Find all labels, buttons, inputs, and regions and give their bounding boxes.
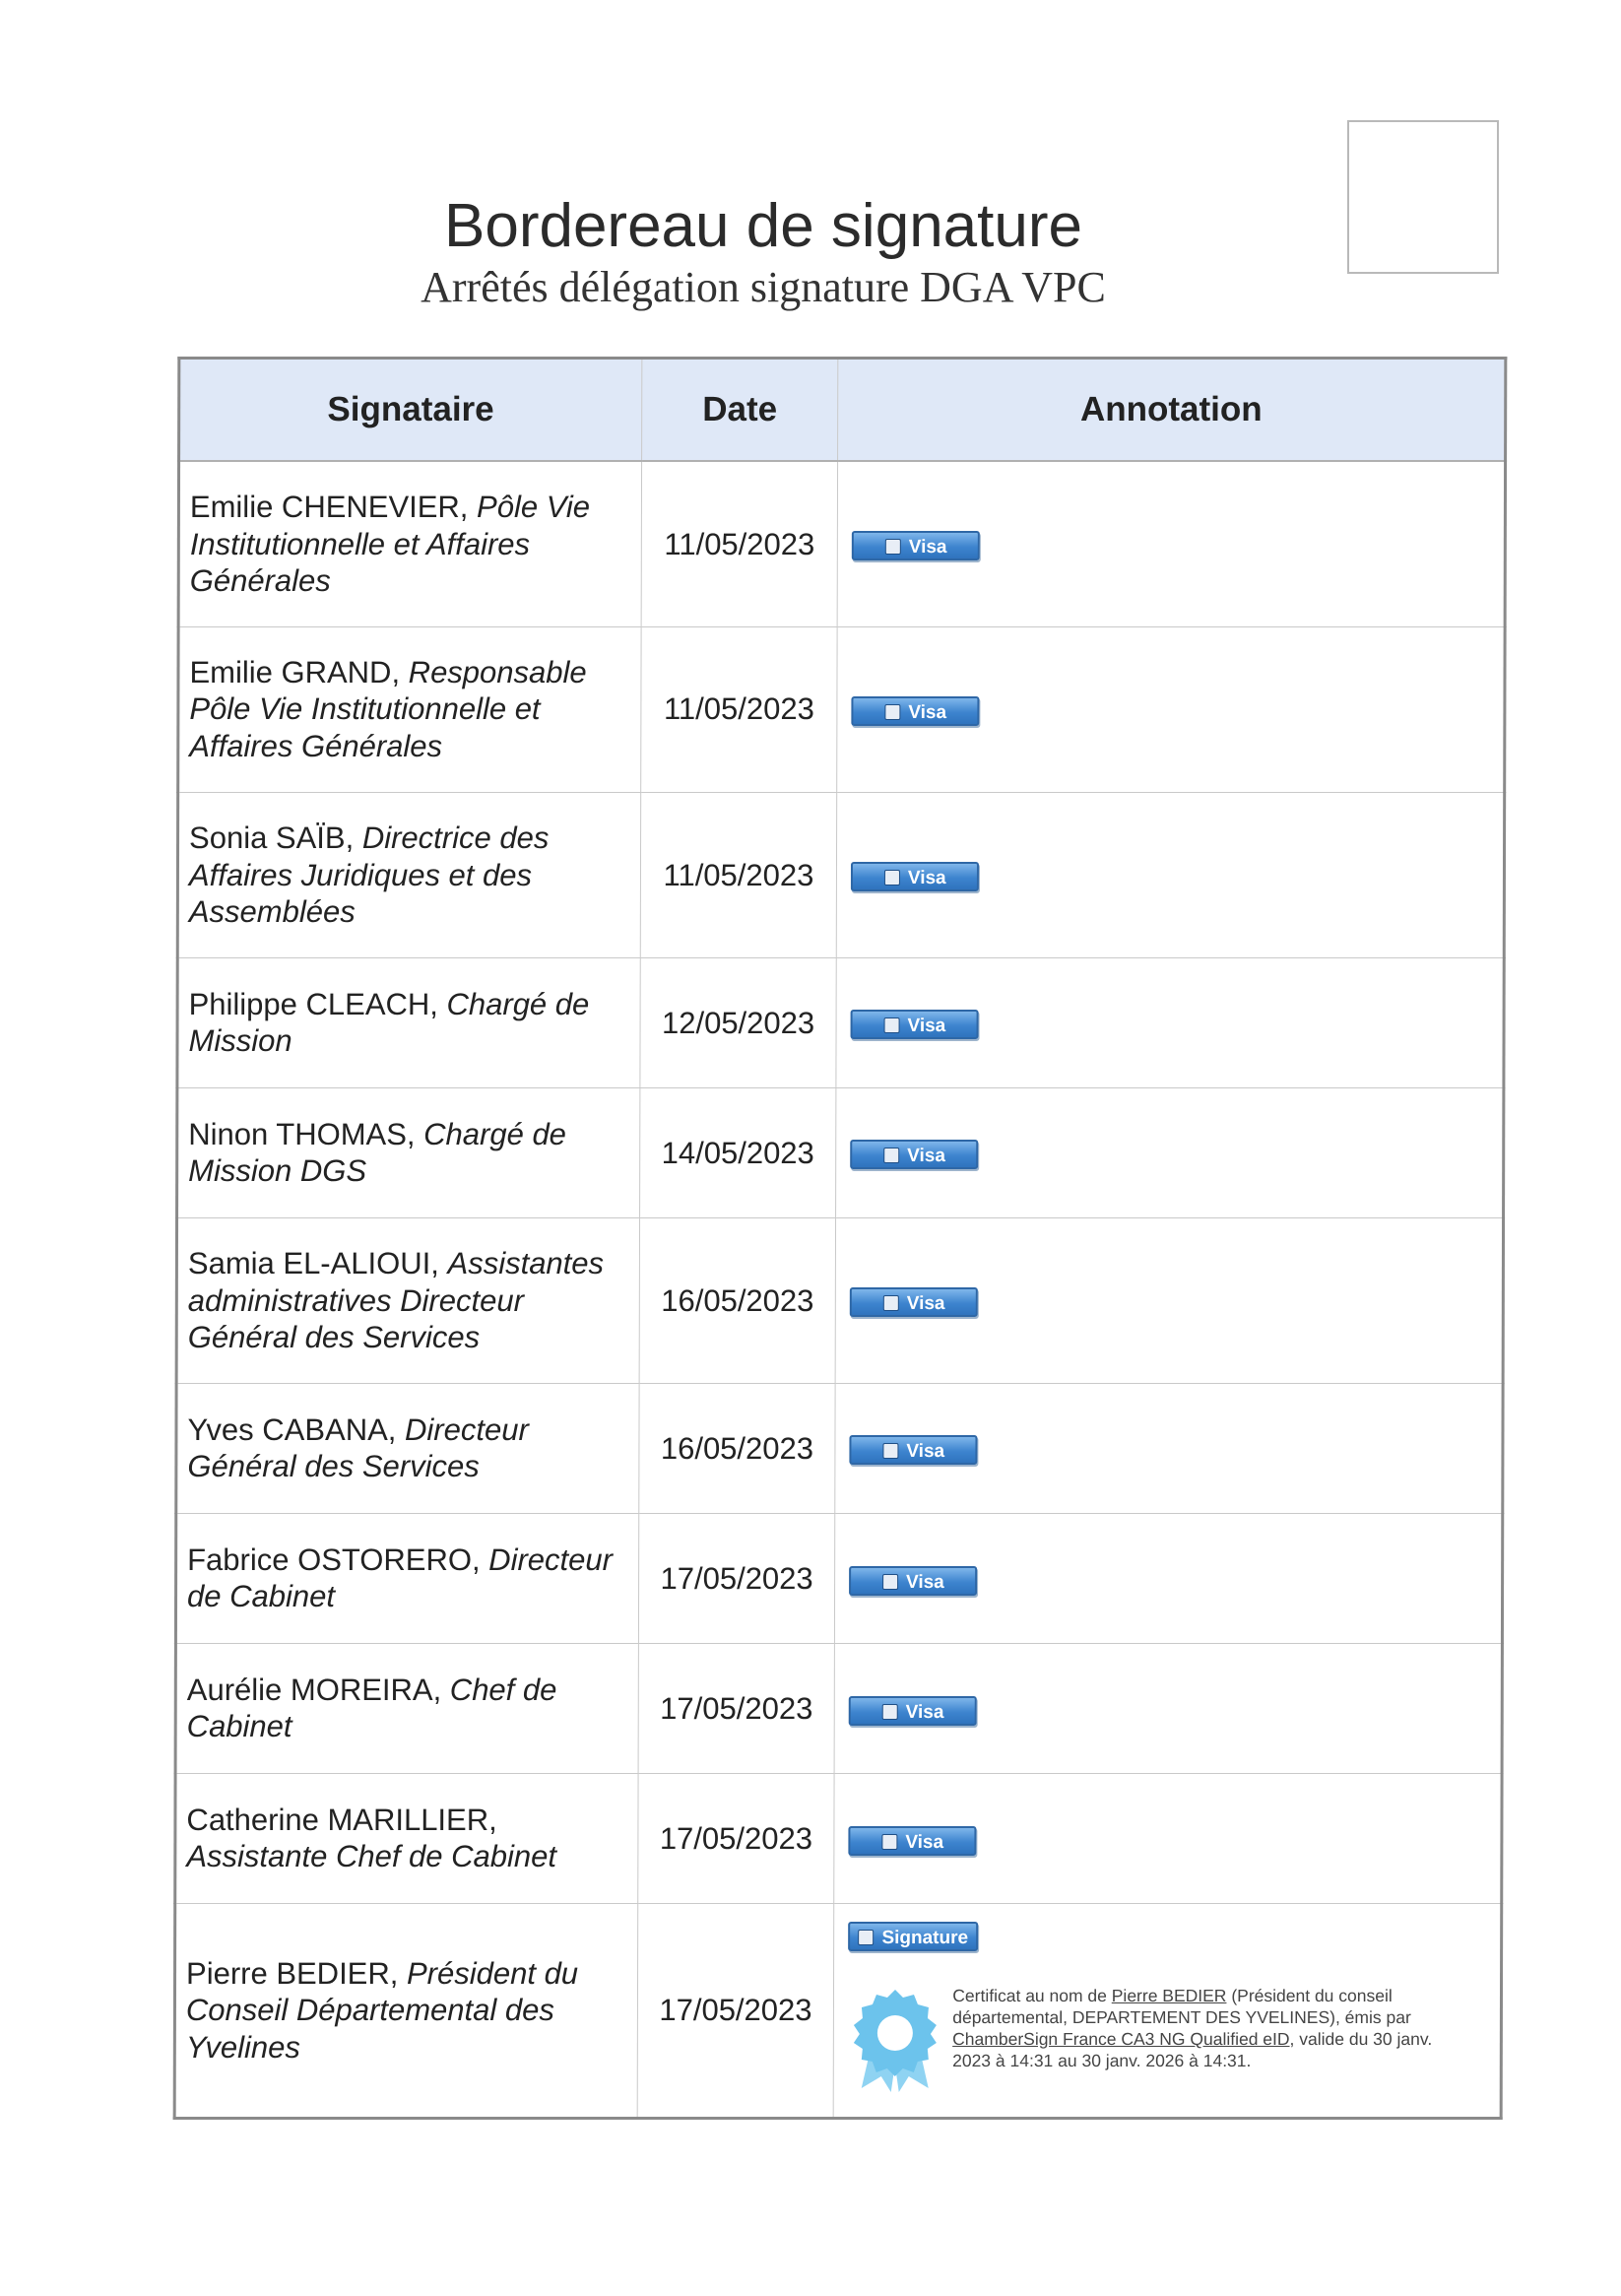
signature-table: [173, 357, 1508, 2120]
stamp-icon: [883, 1148, 899, 1163]
signataire-cell: Emilie CHENEVIER, Pôle Vie Institutionnelle et Affaires Générales: [178, 461, 641, 626]
table-row: [177, 957, 1504, 1087]
date-cell: 16/05/2023: [639, 1217, 836, 1383]
signataire-role: Chargé de Mission DGS: [188, 1117, 567, 1189]
stamp-box: [1347, 120, 1499, 274]
stamp-icon: [881, 1834, 897, 1850]
signataire-role: Chef de Cabinet: [186, 1673, 557, 1744]
visa-button[interactable]: [850, 1435, 978, 1465]
stamp-icon: [885, 539, 901, 555]
visa-button-label: Visa: [908, 702, 947, 724]
signataire-role: Directeur Général des Services: [187, 1412, 529, 1484]
signataire-cell: Ninon THOMAS, Chargé de Mission DGS: [177, 1087, 640, 1217]
signature-button[interactable]: [848, 1922, 978, 1951]
signataire-name: Catherine MARILLIER: [186, 1803, 489, 1838]
stamp-icon: [858, 1930, 874, 1945]
signataire-name: Samia EL-ALIOUI: [187, 1246, 431, 1281]
annotation-cell: [836, 1087, 1504, 1217]
visa-button[interactable]: [849, 1566, 977, 1596]
annotation-cell: [837, 626, 1505, 792]
signataire-cell: Fabrice OSTORERO, Directeur de Cabinet: [175, 1513, 638, 1643]
annotation-cell: [835, 1513, 1503, 1643]
annotation-cell: [837, 461, 1505, 626]
signataire-name: Yves CABANA: [187, 1412, 388, 1448]
annotation-cell: [837, 792, 1505, 957]
signataire-cell: Pierre BEDIER, Président du Conseil Départemental des Yvelines: [174, 1903, 637, 2118]
signataire-cell: Samia EL-ALIOUI, Assistantes administratives Directeur Général des Services: [176, 1217, 639, 1383]
page-subtitle: Arrêtés délégation signature DGA VPC: [421, 263, 1106, 311]
signataire-cell: Philippe CLEACH, Chargé de Mission: [177, 957, 640, 1087]
visa-button[interactable]: [849, 1826, 977, 1856]
table-row: [176, 1217, 1503, 1383]
signataire-cell: Yves CABANA, Directeur Général des Services: [176, 1383, 639, 1513]
table-row: [175, 1773, 1502, 1903]
certificate-seal-icon: [848, 1986, 942, 2094]
visa-button[interactable]: [852, 531, 980, 560]
signature-button-label: Signature: [881, 1927, 969, 1948]
visa-button-label: Visa: [907, 868, 946, 889]
annotation-cell: [835, 1217, 1503, 1383]
signataire-role: Président du Conseil Départemental des Yvelines: [185, 1956, 579, 2065]
signataire-cell: Emilie GRAND, Responsable Pôle Vie Institutionnelle et Affaires Générales: [178, 626, 641, 792]
table-row: [176, 1383, 1503, 1513]
visa-button-label: Visa: [908, 537, 947, 558]
visa-button-label: Visa: [905, 1701, 944, 1723]
signataire-role: Assistantes administratives Directeur Général des Services: [187, 1246, 605, 1354]
annotation-cell: [833, 1903, 1501, 2118]
table-header-row: [179, 359, 1506, 462]
column-header-annotation: Annotation: [838, 359, 1506, 462]
table-row: [178, 461, 1505, 626]
date-cell: 11/05/2023: [640, 626, 837, 792]
signataire-name: Emilie GRAND: [189, 655, 392, 690]
stamp-icon: [884, 704, 900, 720]
date-cell: 17/05/2023: [638, 1643, 835, 1773]
cert-middle: (Président du conseil départemental, DEPARTEMENT DES YVELINES), émis par: [952, 1986, 1411, 2027]
visa-button-label: Visa: [906, 1293, 945, 1315]
signataire-role: Directeur de Cabinet: [187, 1542, 614, 1614]
signataire-cell: Catherine MARILLIER, Assistante Chef de Cabinet: [175, 1773, 638, 1903]
table-row: [177, 1087, 1504, 1217]
stamp-icon: [884, 870, 900, 886]
visa-button[interactable]: [852, 696, 980, 726]
signataire-name: Fabrice OSTORERO: [187, 1542, 473, 1578]
annotation-cell: [834, 1643, 1502, 1773]
date-cell: 12/05/2023: [640, 957, 837, 1087]
stamp-icon: [882, 1704, 898, 1720]
stamp-icon: [882, 1443, 898, 1459]
signataire-cell: Sonia SAÏB, Directrice des Affaires Juridiques et des Assemblées: [177, 792, 640, 957]
date-cell: 17/05/2023: [638, 1513, 835, 1643]
cert-holder-link[interactable]: Pierre BEDIER: [1111, 1986, 1227, 2006]
annotation-cell: [836, 957, 1504, 1087]
table-row: [177, 792, 1504, 957]
date-cell: 11/05/2023: [640, 792, 837, 957]
table-row: [178, 626, 1505, 792]
signataire-role: Chargé de Mission: [188, 986, 590, 1059]
signataire-cell: Aurélie MOREIRA, Chef de Cabinet: [175, 1643, 638, 1773]
date-cell: 14/05/2023: [639, 1087, 836, 1217]
visa-button-label: Visa: [905, 1571, 944, 1593]
annotation-cell: [834, 1773, 1502, 1903]
visa-button[interactable]: [850, 1287, 978, 1317]
signataire-name: Emilie CHENEVIER: [189, 490, 460, 525]
visa-button[interactable]: [851, 1010, 979, 1039]
certificate-text: [952, 1986, 1464, 2072]
annotation-cell: [835, 1383, 1503, 1513]
date-cell: 17/05/2023: [637, 1773, 834, 1903]
date-cell: 16/05/2023: [638, 1383, 835, 1513]
table-row: [174, 1903, 1502, 2118]
date-cell: 17/05/2023: [637, 1903, 834, 2118]
visa-button-label: Visa: [907, 1016, 946, 1037]
signataire-role: Directrice des Affaires Juridiques et des Assemblées: [188, 820, 550, 929]
column-header-date: Date: [641, 359, 838, 462]
table-row: [175, 1513, 1502, 1643]
signataire-name: Ninon THOMAS: [188, 1117, 407, 1151]
signataire-role: Pôle Vie Institutionnelle et Affaires Générales: [189, 490, 591, 598]
signataire-name: Pierre BEDIER: [185, 1956, 390, 1992]
column-header-signataire: Signataire: [179, 359, 642, 462]
stamp-icon: [883, 1017, 899, 1033]
date-cell: 11/05/2023: [641, 461, 838, 626]
cert-prefix: Certificat au nom de: [952, 1986, 1112, 2006]
signataire-role: Assistante Chef de Cabinet: [186, 1839, 557, 1874]
stamp-icon: [883, 1295, 899, 1311]
signataire-name: Philippe CLEACH: [188, 986, 430, 1021]
signataire-name: Aurélie MOREIRA: [186, 1673, 433, 1708]
visa-button[interactable]: [851, 862, 979, 891]
cert-issuer-link[interactable]: ChamberSign France CA3 NG Qualified eID: [952, 2028, 1290, 2049]
certificate-block: [848, 1986, 1499, 2094]
page-title: Bordereau de signature: [443, 192, 1082, 260]
visa-button[interactable]: [850, 1140, 978, 1169]
visa-button-label: Visa: [907, 1146, 945, 1167]
signataire-name: Sonia SAÏB: [189, 820, 346, 856]
visa-button-label: Visa: [905, 1831, 944, 1853]
visa-button[interactable]: [849, 1696, 977, 1726]
visa-button-label: Visa: [906, 1441, 945, 1463]
table-row: [175, 1643, 1502, 1773]
stamp-icon: [882, 1574, 898, 1590]
cert-suffix: , valide du 30 janv. 2023 à 14:31 au 30 janv. 2026 à 14:31.: [952, 2028, 1433, 2070]
signataire-role: Responsable Pôle Vie Institutionnelle et Affaires Générales: [189, 655, 587, 763]
